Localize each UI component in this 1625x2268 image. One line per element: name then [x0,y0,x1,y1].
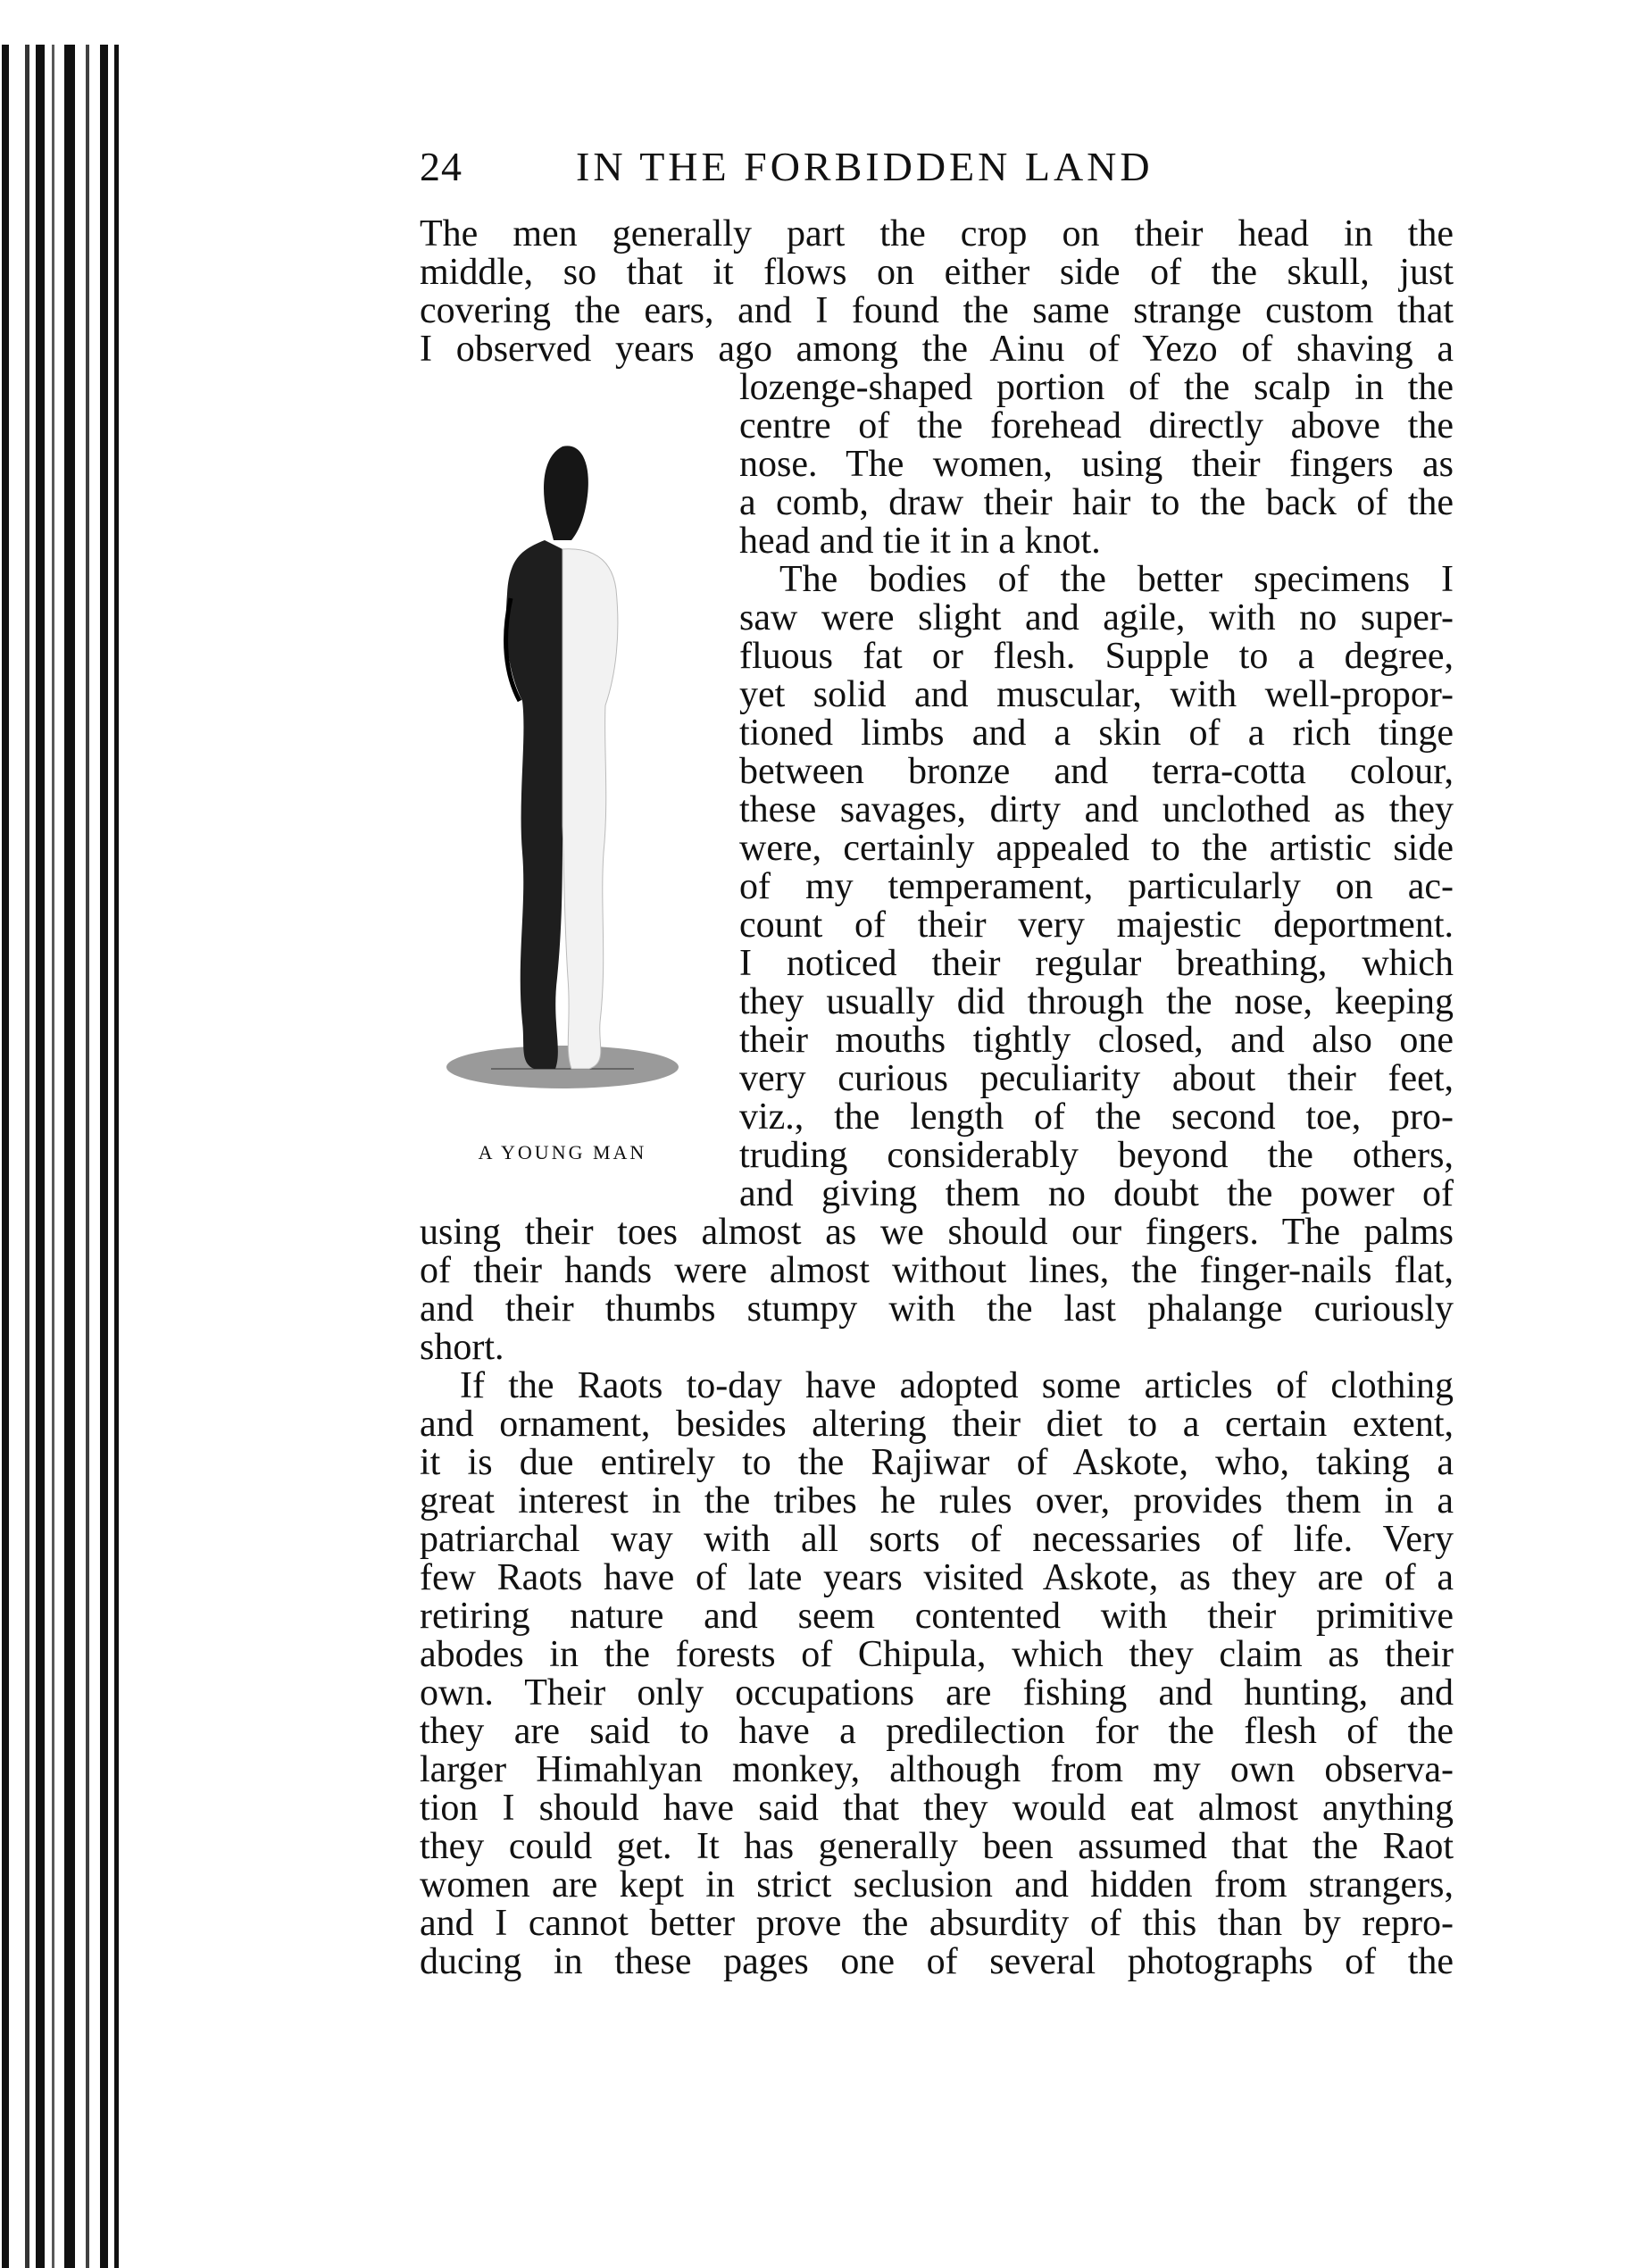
text-line: short. [420,1328,504,1367]
text-line: I noticed their regular breathing, which [739,944,1454,983]
text-line: larger Himahlyan monkey, although from my own observa- [420,1750,1454,1789]
text-line: they could get. It has generally been assumed that the Raot [420,1827,1454,1866]
text-line: and ornament, besides altering their diet to a certain extent, [420,1405,1454,1444]
text-line: If the Raots to-day have adopted some articles of clothing [460,1366,1454,1405]
figure-young-man-photo [438,406,688,1103]
text-line: were, certainly appealed to the artistic side [739,829,1454,868]
text-line: yet solid and muscular, with well-propor- [739,675,1454,714]
text-line: between bronze and terra-cotta colour, [739,752,1454,791]
text-line: their mouths tightly closed, and also one [739,1021,1454,1060]
text-line: they usually did through the nose, keeping [739,982,1454,1021]
page-number: 24 [420,144,462,189]
text-line: abodes in the forests of Chipula, which they claim as their [420,1635,1454,1674]
text-line: own. Their only occupations are fishing and hunting, and [420,1673,1454,1713]
text-line: fluous fat or flesh. Supple to a degree, [739,637,1454,676]
text-line: viz., the length of the second toe, pro- [739,1097,1454,1137]
text-line: women are kept in strict seclusion and hidden from strangers, [420,1865,1454,1905]
text-line: nose. The women, using their fingers as [739,445,1454,484]
text-line: of their hands were almost without lines, the finger-nails flat, [420,1251,1454,1290]
text-line: I observed years ago among the Ainu of Yezo of shaving a [420,329,1454,369]
text-line: and giving them no doubt the power of [739,1174,1454,1213]
text-line: and I cannot better prove the absurdity of this than by repro- [420,1904,1454,1943]
text-line: covering the ears, and I found the same strange custom that [420,291,1454,330]
text-line: patriarchal way with all sorts of necessaries of life. Very [420,1520,1454,1559]
text-line: truding considerably beyond the others, [739,1136,1454,1175]
text-line: few Raots have of late years visited Askote, as they are of a [420,1558,1454,1597]
text-line: count of their very majestic deportment. [739,905,1454,945]
text-line: using their toes almost as we should our fingers. The palms [420,1213,1454,1252]
text-line: it is due entirely to the Rajiwar of Askote, who, taking a [420,1443,1454,1482]
text-line: The men generally part the crop on their head in the [420,214,1454,254]
text-line: tion I should have said that they would eat almost anything [420,1789,1454,1828]
text-line: ducing in these pages one of several photographs of the [420,1942,1454,1981]
text-line: and their thumbs stumpy with the last phalange curiously [420,1289,1454,1329]
text-line: head and tie it in a knot. [739,521,1101,561]
text-line: these savages, dirty and unclothed as they [739,790,1454,830]
text-line: middle, so that it flows on either side of the skull, just [420,253,1454,292]
text-line: retiring nature and seem contented with their primitive [420,1597,1454,1636]
text-line: a comb, draw their hair to the back of the [739,483,1454,522]
text-line: saw were slight and agile, with no super- [739,598,1454,638]
running-title: IN THE FORBIDDEN LAND [576,144,1154,189]
text-line: of my temperament, particularly on ac- [739,867,1454,906]
figure-caption: A YOUNG MAN [478,1141,647,1163]
text-line: great interest in the tribes he rules over, provides them in a [420,1481,1454,1521]
text-line: lozenge-shaped portion of the scalp in the [739,368,1454,407]
page-header [420,143,1455,196]
text-line: they are said to have a predilection for the flesh of the [420,1712,1454,1751]
binding-edge [0,45,143,2268]
text-line: centre of the forehead directly above the [739,406,1454,446]
text-line: The bodies of the better specimens I [779,560,1454,599]
text-line: very curious peculiarity about their feet, [739,1059,1454,1098]
text-line: tioned limbs and a skin of a rich tinge [739,713,1454,753]
